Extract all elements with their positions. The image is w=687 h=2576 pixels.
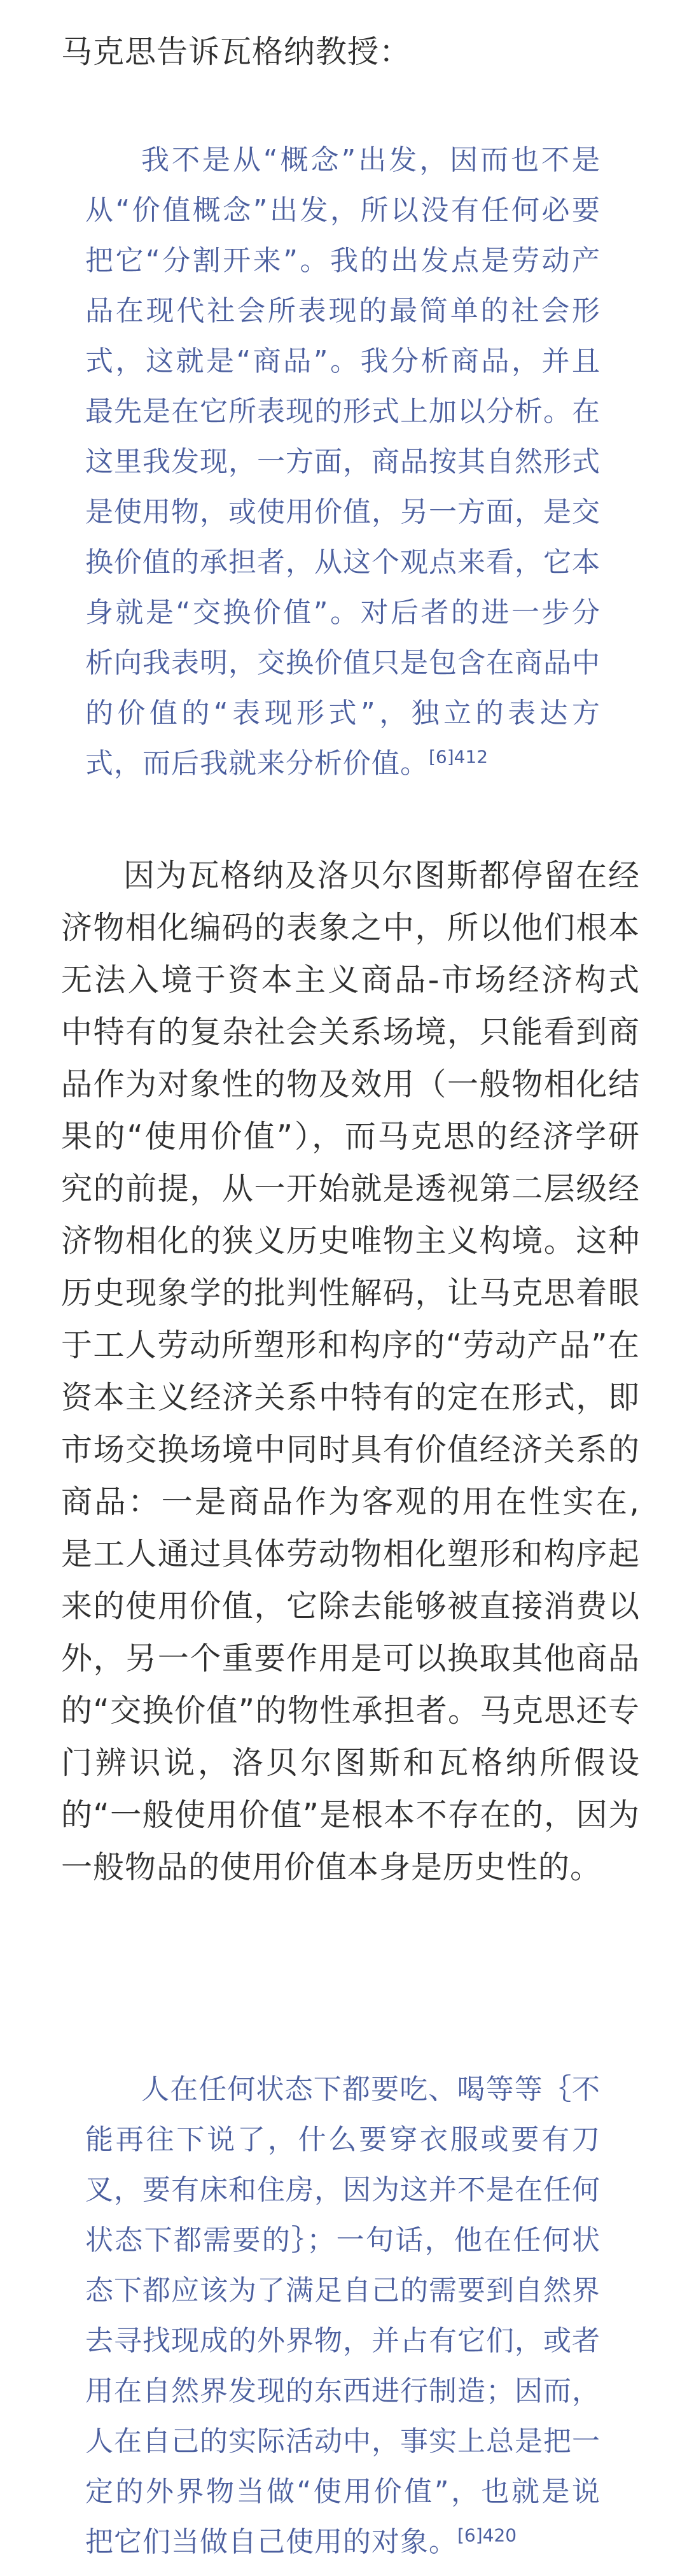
citation-1: [6]412: [429, 746, 489, 768]
block-quote-2: [85, 2064, 600, 2567]
intro-paragraph: [61, 27, 634, 77]
intro-text: 马克思告诉瓦格纳教授：: [61, 34, 412, 70]
citation-2: [6]420: [457, 2524, 517, 2546]
quote-2-text: 人在任何状态下都要吃、喝等等｛不能再往下说了，什么要穿衣服或要有刀叉，要有床和住房，因为这并不是在任何状态下都需要的｝；一句话，他在任何状态下都应该为了满足自己的需要到自然界去寻找现成的外界物，并占有它们，或者用在自然界发现的东西进行制造；因而，人在自己的实际活动中，事实上总是把一定的外界物当做“使用价值”，也就是说把它们当做自己使用的对象。: [85, 2073, 600, 2558]
main-paragraph: [61, 850, 640, 1894]
block-quote-1: [85, 135, 600, 789]
main-text: 因为瓦格纳及洛贝尔图斯都停留在经济物相化编码的表象之中，所以他们根本无法入境于资本主义商品-市场经济构式中特有的复杂社会关系场境，只能看到商品作为对象性的物及效用（一般物相化结果的“使用价值”），而马克思的经济学研究的前提，从一开始就是透视第二层级经济物相化的狭义历史唯物主义构境。这种历史现象学的批判性解码，让马克思着眼于工人劳动所塑形和构序的“劳动产品”在资本主义经济关系中特有的定在形式，即市场交换场境中同时具有价值经济关系的商品：一是商品作为客观的用在性实在,是工人通过具体劳动物相化塑形和构序起来的使用价值，它除去能够被直接消费以外，另一个重要作用是可以换取其他商品的“交换价值”的物性承担者。马克思还专门辨识说，洛贝尔图斯和瓦格纳所假设的“一般使用价值”是根本不存在的，因为一般物品的使用价值本身是历史性的。: [61, 857, 640, 1885]
quote-1-text: 我不是从“概念”出发，因而也不是从“价值概念”出发，所以没有任何必要把它“分割开来”。我的出发点是劳动产品在现代社会所表现的最简单的社会形式，这就是“商品”。我分析商品，并且最先是在它所表现的形式上加以分析。在这里我发现，一方面，商品按其自然形式是使用物，或使用价值，另一方面，是交换价值的承担者，从这个观点来看，它本身就是“交换价值”。对后者的进一步分析向我表明，交换价值只是包含在商品中的价值的“表现形式”，独立的表达方式，而后我就来分析价值。: [85, 144, 600, 780]
